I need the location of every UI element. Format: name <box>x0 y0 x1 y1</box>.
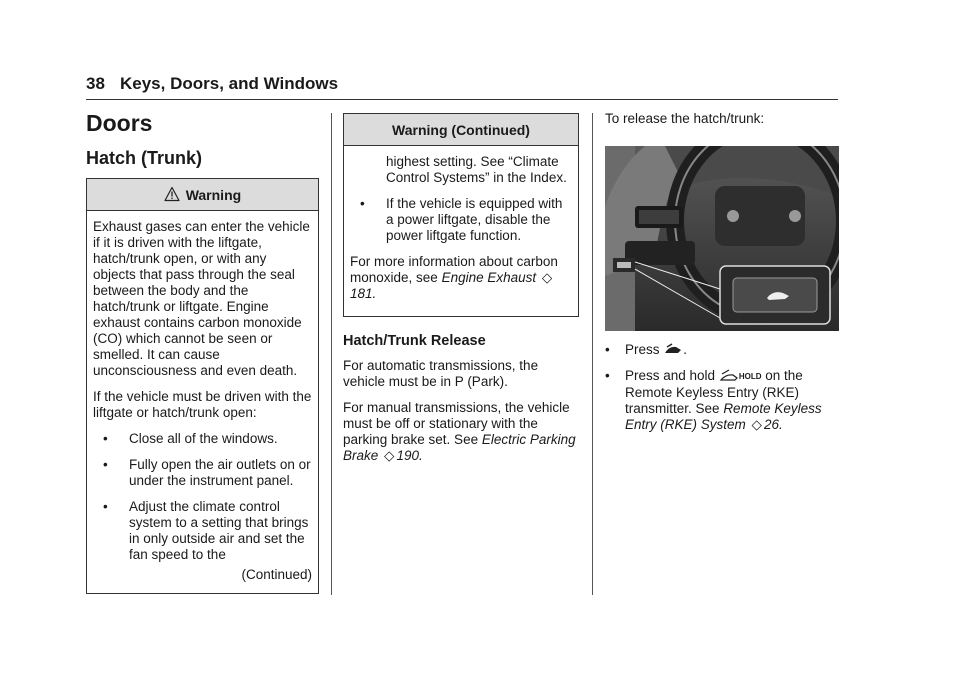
warning-continued-text: highest setting. See “Climate Control Systems” in the Index. <box>386 154 567 185</box>
warning-paragraph: Exhaust gases can enter the vehicle if it is driven with the liftgate, hatch/trunk open, or with any objects that pass through the seal between the body and the hatch/trunk or liftgate. Engine exhaust contains carbon monoxide (CO) which cannot be seen or smelled. It can cause unconsciousness and even death. <box>93 219 310 378</box>
page-reference: 181. <box>350 286 377 301</box>
paragraph-manual: For manual transmissions, the vehicle must be off or stationary with the parking brake set. See Electric Parking Brake ◇ 190. <box>343 400 576 463</box>
list-item-text: Fully open the air outlets on or under the instrument panel. <box>129 457 311 488</box>
bullet: • <box>103 499 108 514</box>
page-reference-icon: ◇ <box>384 448 395 463</box>
continued-label: (Continued) <box>241 567 312 582</box>
warning-header <box>87 179 318 211</box>
bullet: • <box>605 342 610 357</box>
paragraph-automatic: For automatic transmissions, the vehicle must be in P (Park). <box>343 358 539 389</box>
release-text <box>343 358 579 474</box>
heading-hatch-trunk: Hatch (Trunk) <box>86 148 203 168</box>
bullet: • <box>360 196 365 211</box>
list-item-text: Press <box>625 342 660 357</box>
warning-box-continued <box>343 113 579 317</box>
hatch-release-icon <box>663 343 683 356</box>
list-item <box>93 499 312 563</box>
bullet: • <box>103 457 108 472</box>
intro-text: To release the hatch/trunk: <box>605 111 765 126</box>
bullet: • <box>103 431 108 446</box>
page-reference: 26. <box>763 417 783 432</box>
column-divider <box>331 113 332 595</box>
list-item-text: on the Remote Keyless Entry (RKE) transmitter. See <box>625 368 803 416</box>
list-item <box>93 457 312 489</box>
dashboard-illustration <box>605 146 839 331</box>
heading-hatch-trunk-release: Hatch/Trunk Release <box>343 333 486 349</box>
page-header <box>86 72 838 100</box>
hatch-release-icon <box>719 369 739 382</box>
section-title: Keys, Doors, and Windows <box>120 74 339 93</box>
page-number: 38 <box>86 74 105 93</box>
list-item: • Press . <box>605 342 688 357</box>
list-item <box>93 431 312 447</box>
warning-header: Warning (Continued) <box>344 114 578 146</box>
warning-title: Warning <box>185 187 242 203</box>
list-item-text: Press and hold <box>625 368 716 383</box>
list-item-text: Adjust the climate control system to a setting that brings in only outside air and set the fan speed to the <box>129 499 309 562</box>
list-item-text: Close all of the windows. <box>129 431 278 446</box>
hold-label: HOLD <box>738 372 762 381</box>
cross-reference: Electric Parking Brake <box>343 432 576 463</box>
dashboard-photo <box>605 146 839 331</box>
page-reference-icon: ◇ <box>541 270 553 285</box>
page-reference-icon: ◇ <box>751 417 762 432</box>
heading-doors: Doors <box>86 110 153 136</box>
list-item <box>350 196 572 244</box>
list-item-text: If the vehicle is equipped with a power liftgate, disable the power liftgate function. <box>386 196 563 243</box>
list-item <box>605 368 839 433</box>
page-reference: 190. <box>396 448 423 463</box>
cross-reference: Remote Keyless Entry (RKE) System <box>625 401 822 432</box>
column-divider <box>592 113 593 595</box>
warning-paragraph: If the vehicle must be driven with the liftgate or hatch/trunk open: <box>93 389 312 420</box>
warning-icon <box>164 186 180 202</box>
cross-reference: Engine Exhaust <box>441 270 537 285</box>
warning-box <box>86 178 319 594</box>
more-info-text: For more information about carbon monoxide, see Engine Exhaust ◇181. <box>350 254 558 301</box>
bullet: • <box>605 368 610 383</box>
release-steps <box>605 342 839 443</box>
